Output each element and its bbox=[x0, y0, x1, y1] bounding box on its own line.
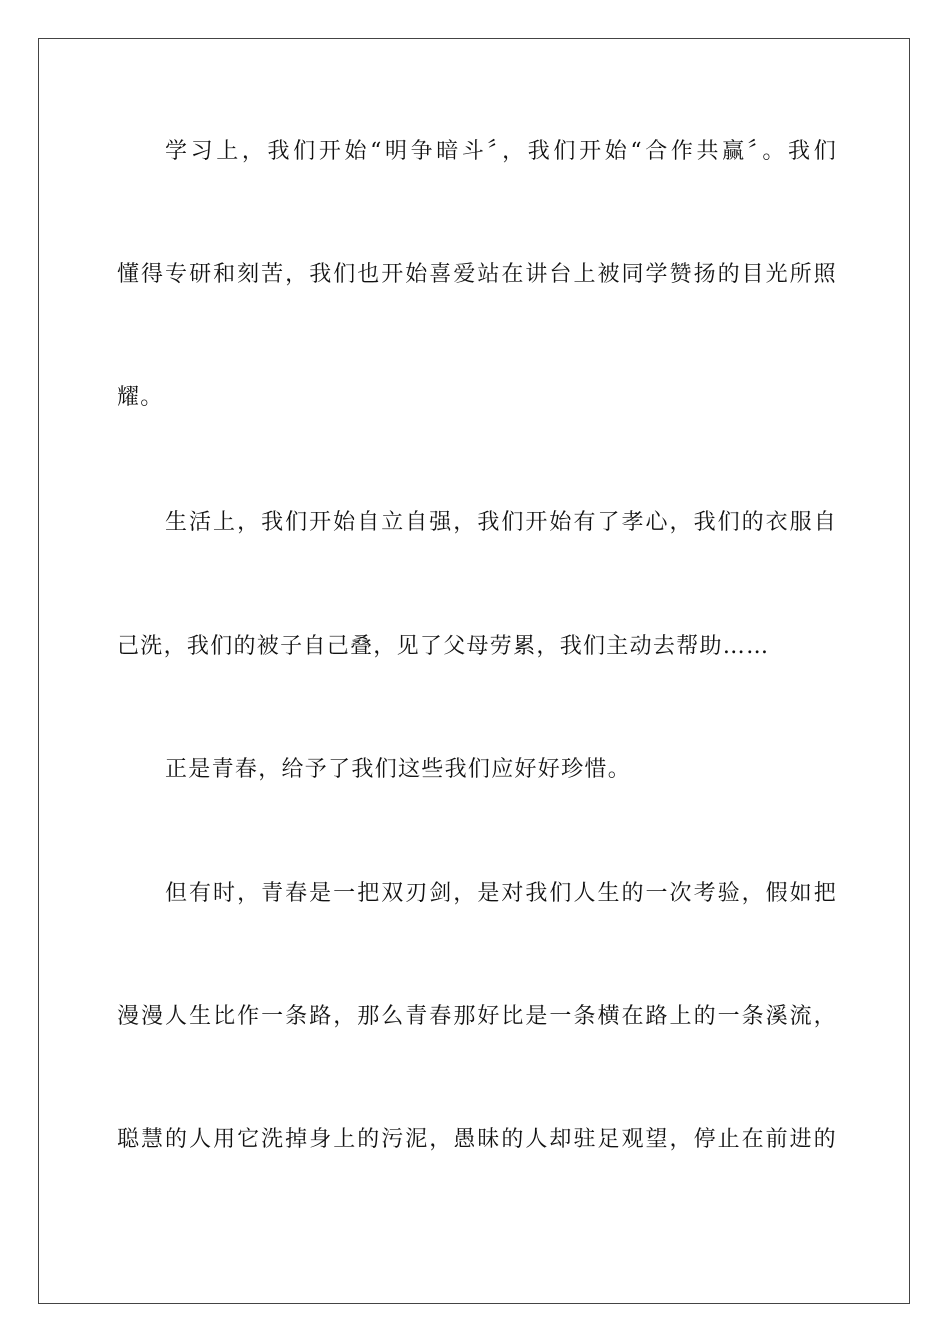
paragraph-study-line-2: 懂得专研和刻苦，我们也开始喜爱站在讲台上被同学赞扬的目光所照 bbox=[117, 262, 837, 287]
paragraph-study-line-3: 耀。 bbox=[117, 385, 164, 410]
paragraph-life-line-1: 生活上，我们开始自立自强，我们开始有了孝心，我们的衣服自 bbox=[165, 510, 837, 535]
paragraph-sword-line-3: 聪慧的人用它洗掉身上的污泥，愚昧的人却驻足观望，停止在前进的 bbox=[117, 1127, 837, 1152]
paragraph-study-line-1: 学习上，我们开始“明争暗斗〞，我们开始“合作共赢〞。我们 bbox=[165, 139, 837, 164]
paragraph-life-line-2: 己洗，我们的被子自己叠，见了父母劳累，我们主动去帮助…… bbox=[117, 634, 770, 659]
paragraph-sword-line-2: 漫漫人生比作一条路，那么青春那好比是一条横在路上的一条溪流， bbox=[117, 1004, 837, 1029]
paragraph-sword-line-1: 但有时，青春是一把双刃剑，是对我们人生的一次考验，假如把 bbox=[165, 881, 837, 906]
page-border bbox=[38, 38, 910, 1304]
paragraph-youth-line-1: 正是青春，给予了我们这些我们应好好珍惜。 bbox=[165, 757, 632, 782]
